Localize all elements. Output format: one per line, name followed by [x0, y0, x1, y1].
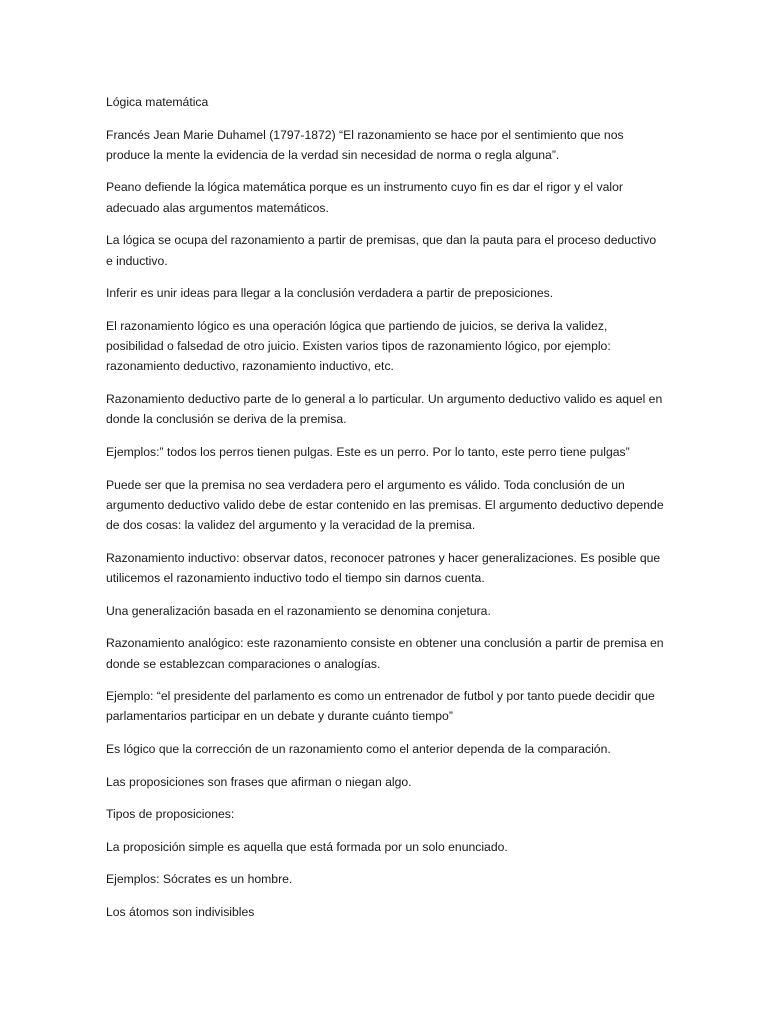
paragraph-duhamel-quote: Francés Jean Marie Duhamel (1797-1872) “El razonamiento se hace por el sentimiento que nos produce la mente la evidencia de la verdad sin necesidad de norma o regla alguna”. [106, 127, 624, 162]
paragraph-premisa-validez: Puede ser que la premisa no sea verdadera pero el argumento es válido. Toda conclusión de un argumento deductivo valido debe de estar contenido en las premisas. El argumento deductivo depende de dos cosas: la validez del argumento y la veracidad de la premisa. [106, 477, 664, 533]
paragraph-peano: Peano defiende la lógica matemática porque es un instrumento cuyo fin es dar el rigor y el valor adecuado alas argumentos matemáticos. [106, 180, 623, 215]
document-title: Lógica matemática [106, 95, 209, 109]
paragraph-razonamiento-inductivo: Razonamiento inductivo: observar datos, reconocer patrones y hacer generalizaciones. Es posible que utilicemos el razonamiento inductivo todo el tiempo sin darnos cuenta. [106, 550, 661, 586]
paragraph-razonamiento-deductivo: Razonamiento deductivo parte de lo general a lo particular. Un argumento deductivo valido es aquel en donde la conclusión se deriva de la premisa. [106, 392, 663, 427]
paragraph-conjetura: Una generalización basada en el razonamiento se denomina conjetura. [106, 603, 491, 618]
paragraph-tipos-proposiciones: Tipos de proposiciones: [106, 807, 235, 822]
paragraph-atomos: Los átomos son indivisibles [106, 904, 255, 919]
paragraph-correccion: Es lógico que la corrección de un razonamiento como el anterior dependa de la comparación. [106, 741, 611, 756]
paragraph-razonamiento-analogico: Razonamiento analógico: este razonamiento consiste en obtener una conclusión a partir de premisa en donde se establezcan comparaciones o analogías. [106, 636, 664, 671]
paragraph-ejemplo-socrates: Ejemplos: Sócrates es un hombre. [106, 872, 293, 887]
paragraph-razonamiento-logico: El razonamiento lógico es una operación lógica que partiendo de juicios, se deriva la validez, posibilidad o falsedad de otro juicio. Existen varios tipos de razonamiento lógico, por ejemplo: razonamiento deductivo, razonamiento inductivo, etc. [106, 318, 611, 374]
paragraph-ejemplo-parlamento: Ejemplo: “el presidente del parlamento es como un entrenador de futbol y por tanto puede decidir que parlamentarios participar en un debate y durante cuánto tiempo” [106, 689, 655, 724]
paragraph-proposiciones: Las proposiciones son frases que afirman o niegan algo. [106, 774, 412, 789]
paragraph-inferir: Inferir es unir ideas para llegar a la conclusión verdadera a partir de preposiciones. [106, 286, 554, 301]
paragraph-proposicion-simple: La proposición simple es aquella que está formada por un solo enunciado. [106, 839, 508, 854]
paragraph-logica-premisas: La lógica se ocupa del razonamiento a partir de premisas, que dan la pauta para el proceso deductivo e inductivo. [106, 233, 657, 268]
paragraph-ejemplo-perros: Ejemplos:” todos los perros tienen pulgas. Este es un perro. Por lo tanto, este perro tiene pulgas” [106, 444, 630, 459]
document-body [106, 92, 666, 935]
